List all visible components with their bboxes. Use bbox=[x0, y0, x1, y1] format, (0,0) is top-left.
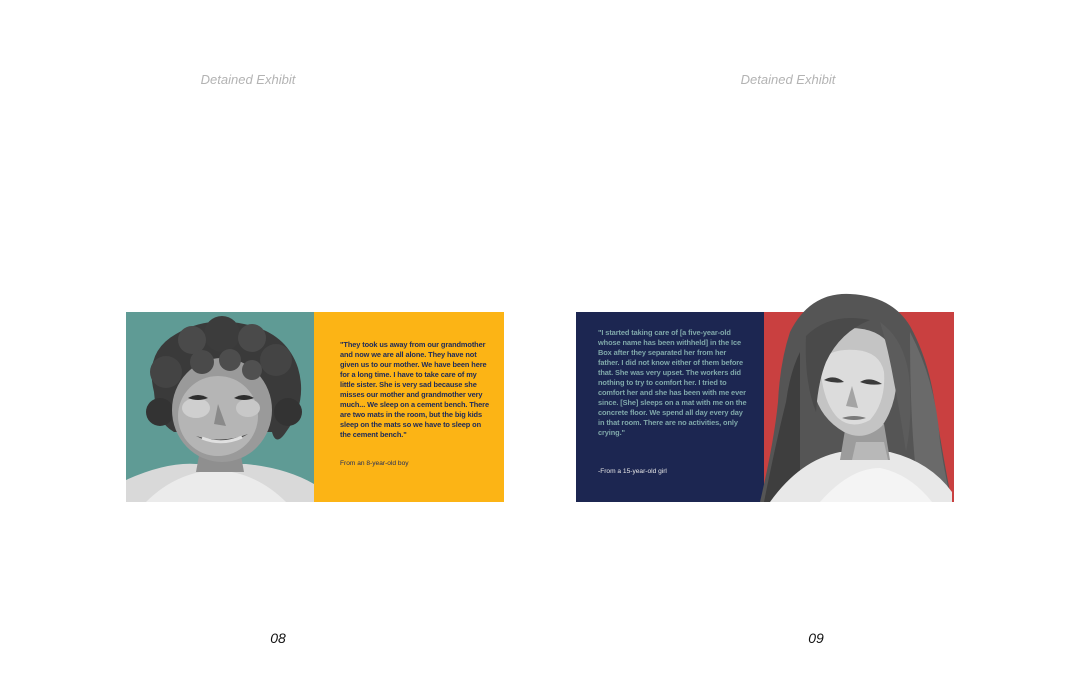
page-09 bbox=[540, 0, 1080, 684]
quote-attribution: From an 8-year-old boy bbox=[340, 460, 409, 467]
portrait-panel-boy bbox=[126, 312, 314, 502]
quote-text: "I started taking care of [a five-year-old whose name has been withheld] in the Ice Box after they separated her from her father. I did not know either of them before that. She was very upset. The workers did nothing to try to comfort her. I tried to comfort her and she has been with me ever since. [She] sleeps on a mat with me on the concrete floor. We spend all day every day in that room. There are no activities, only crying." bbox=[598, 328, 747, 437]
page-header: Detained Exhibit bbox=[740, 72, 836, 87]
quote-attribution: -From a 15-year-old girl bbox=[598, 468, 667, 475]
page-number: 08 bbox=[270, 630, 286, 646]
boy-portrait-illustration bbox=[126, 312, 314, 502]
page-header: Detained Exhibit bbox=[200, 72, 296, 87]
quote-panel-boy bbox=[314, 312, 504, 502]
page-number: 09 bbox=[808, 630, 824, 646]
quote-panel-girl bbox=[576, 312, 764, 502]
exhibit-spread-boy bbox=[126, 312, 504, 502]
girl-portrait-illustration bbox=[760, 292, 956, 502]
quote-text: "They took us away from our grandmother and now we are all alone. They have not given us to our mother. We have been here for a long time. I have to take care of my little sister. She is very sad because she misses our mother and grandmother very much... We sleep on a cement bench. There are two mats in the room, but the big kids sleep on the mats so we have to sleep on the cement bench." bbox=[340, 340, 489, 439]
